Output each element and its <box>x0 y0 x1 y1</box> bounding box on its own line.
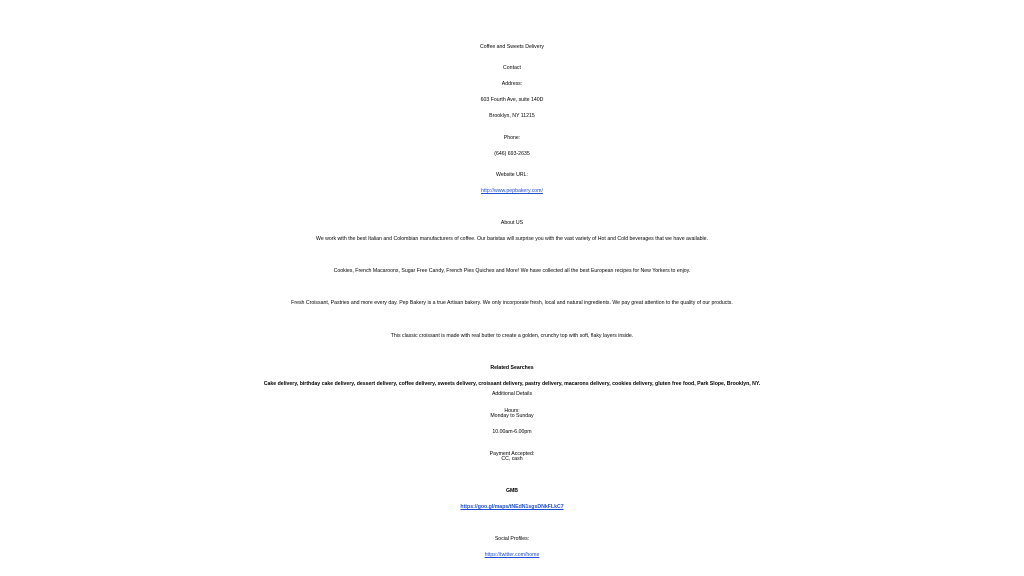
social-profiles-heading: Social Profiles: <box>494 536 530 542</box>
about-paragraph-coffee: We work with the best Italian and Colombian manufacturers of coffee. Our baristas will surprise you with the vast variety of Hot and Cold beverages that we have available. <box>316 236 708 242</box>
address-line-2: Brooklyn, NY 11215 <box>489 113 535 119</box>
additional-details-heading: Additional Details <box>491 391 533 397</box>
page-title: Coffee and Sweets Delivery <box>480 44 544 50</box>
about-heading: About US <box>500 220 524 226</box>
address-label: Address: <box>501 81 523 87</box>
twitter-link[interactable]: https://twitter.com/home <box>484 552 540 558</box>
related-searches-heading: Related Searches <box>490 365 534 371</box>
phone-number: (646) 693-2635 <box>494 151 530 157</box>
hours-days: Monday to Sunday <box>490 413 534 419</box>
address-line-1: 603 Fourth Ave, suite 140D <box>480 97 544 103</box>
about-paragraph-cookies: Cookies, French Macaroons, Sugar Free Candy, French Pies Quiches and More! We have collected all the best European recipes for New Yorkers to enjoy. <box>333 268 691 274</box>
about-paragraph-croissant: Fresh Croissant, Pastries and more every day. Pep Bakery is a true Artisan bakery. We only incorporate fresh, local and natural ingredients. We pay great attention to the quality of our products. <box>291 300 733 306</box>
hours-label: Hours: <box>504 408 520 414</box>
hours-time: 10.00am-6.00pm <box>492 429 532 435</box>
payment-label: Payment Accepted: <box>489 451 535 457</box>
website-label: Website URL: <box>496 172 528 178</box>
about-paragraph-butter: This classic croissant is made with real butter to create a golden, crunchy top with soft, flaky layers inside. <box>390 333 634 339</box>
payment-value: CC, cash <box>501 456 523 462</box>
gmb-heading: GMB <box>505 488 519 494</box>
contact-heading: Contact <box>503 65 521 71</box>
phone-label: Phone: <box>503 135 521 141</box>
related-searches-text: Cake delivery, birthday cake delivery, dessert delivery, coffee delivery, sweets delivery, croissant delivery, pastry delivery, macarons delivery, cookies delivery, gluten free food, Park Slope, Brooklyn, NY. <box>263 381 761 387</box>
gmb-link[interactable]: https://goo.gl/maps/tNEdN1sgsDNkFLkC7 <box>460 504 564 510</box>
website-link[interactable]: http://www.pepbakery.com/ <box>481 188 543 194</box>
